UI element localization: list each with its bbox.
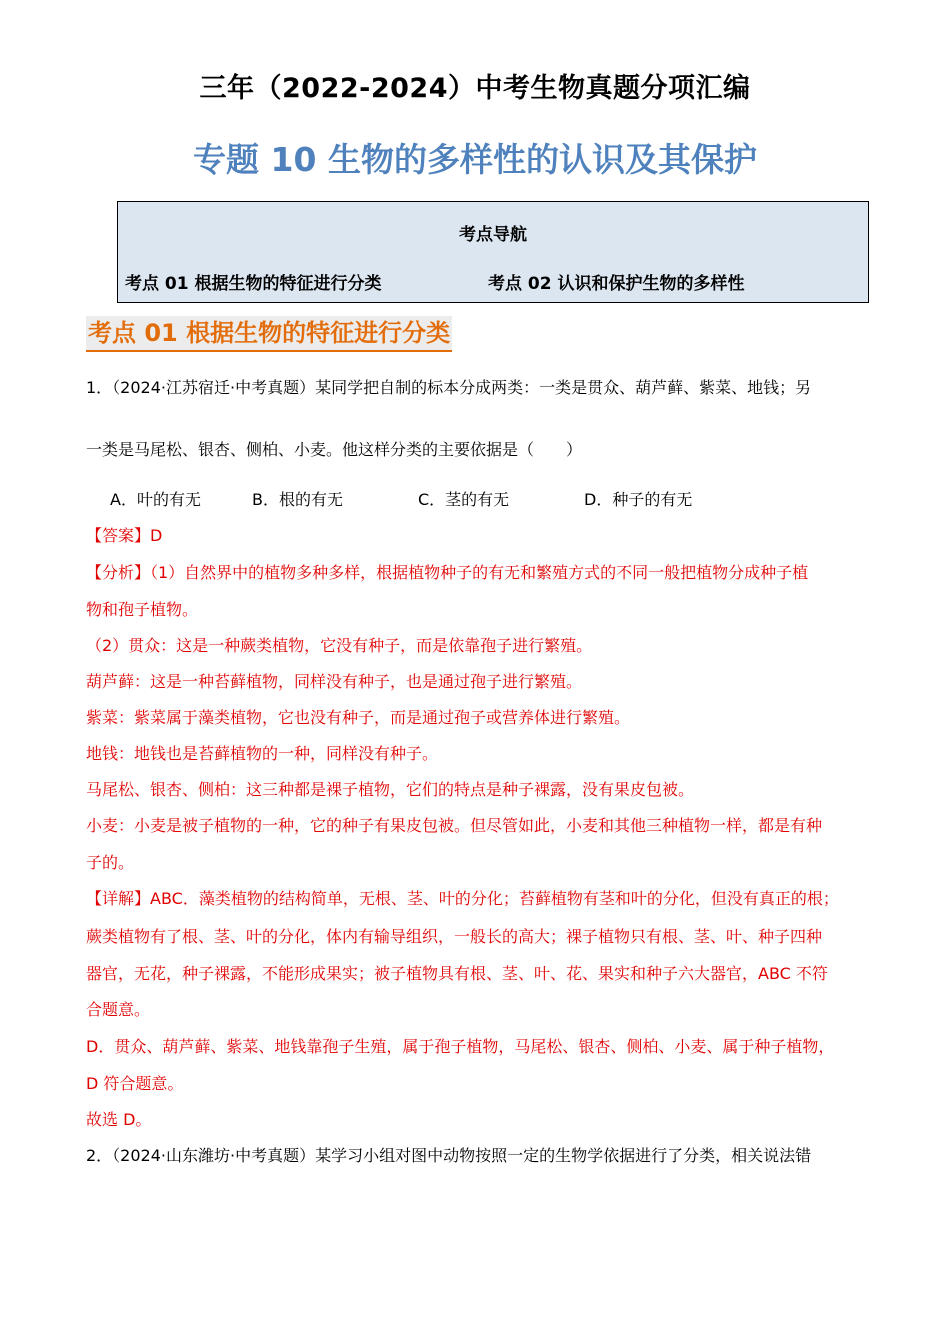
- question-1-stem-line-2: 一类是马尾松、银杏、侧柏、小麦。他这样分类的主要依据是（ ）: [86, 440, 583, 459]
- analysis-line: 紫菜：紫菜属于藻类植物，它也没有种子，而是通过孢子或营养体进行繁殖。: [86, 708, 631, 727]
- detail-line: 故选 D。: [86, 1110, 152, 1129]
- analysis-line: 马尾松、银杏、侧柏：这三种都是裸子植物，它们的特点是种子裸露，没有果皮包被。: [86, 780, 695, 799]
- detail-line: D 符合题意。: [86, 1074, 184, 1093]
- option-a: A．叶的有无: [110, 490, 201, 509]
- analysis-line: 物和孢子植物。: [86, 600, 199, 619]
- detail-line: 器官，无花，种子裸露，不能形成果实；被子植物具有根、茎、叶、花、果实和种子六大器官，ABC 不符: [86, 964, 828, 983]
- detail-line: 合题意。: [86, 1000, 151, 1019]
- navigation-item-1[interactable]: 考点 01 根据生物的特征进行分类: [125, 274, 382, 294]
- detail-line: 蕨类植物有了根、茎、叶的分化，体内有输导组织，一般长的高大；裸子植物只有根、茎、叶、种子四种: [86, 927, 823, 946]
- analysis-line: 子的。: [86, 853, 135, 872]
- answer-line: 【答案】D: [86, 526, 163, 545]
- navigation-item-2[interactable]: 考点 02 认识和保护生物的多样性: [488, 274, 745, 294]
- analysis-line: （2）贯众：这是一种蕨类植物，它没有种子，而是依靠孢子进行繁殖。: [86, 636, 593, 655]
- option-b: B．根的有无: [252, 490, 343, 509]
- question-2-stem-line-1: 2．（2024·山东潍坊·中考真题）某学习小组对图中动物按照一定的生物学依据进行了分类，相关说法错: [86, 1146, 812, 1165]
- detail-line: 【详解】ABC．藻类植物的结构简单，无根、茎、叶的分化；苔藓植物有茎和叶的分化，但没有真正的根；: [86, 889, 839, 908]
- option-d: D．种子的有无: [584, 490, 693, 509]
- analysis-line: 【分析】（1）自然界中的植物多种多样，根据植物种子的有无和繁殖方式的不同一般把植物分成种子植: [86, 563, 809, 582]
- topic-navigation-box: [117, 201, 869, 303]
- detail-line: D．贯众、葫芦藓、紫菜、地钱靠孢子生殖，属于孢子植物，马尾松、银杏、侧柏、小麦、属于种子植物，: [86, 1037, 835, 1056]
- analysis-line: 小麦：小麦是被子植物的一种，它的种子有果皮包被。但尽管如此，小麦和其他三种植物一样，都是有种: [86, 816, 823, 835]
- option-c: C．茎的有无: [418, 490, 510, 509]
- topic-title: 专题 10 生物的多样性的认识及其保护: [193, 140, 757, 179]
- navigation-heading: 考点导航: [459, 225, 527, 245]
- analysis-line: 地钱：地钱也是苔藓植物的一种，同样没有种子。: [86, 744, 439, 763]
- section-heading-1: 考点 01 根据生物的特征进行分类: [86, 316, 452, 352]
- question-1-stem-line-1: 1．（2024·江苏宿迁·中考真题）某同学把自制的标本分成两类：一类是贯众、葫芦藓、紫菜、地钱；另: [86, 378, 812, 397]
- analysis-line: 葫芦藓：这是一种苔藓植物，同样没有种子，也是通过孢子进行繁殖。: [86, 672, 583, 691]
- document-title: 三年（2022-2024）中考生物真题分项汇编: [199, 73, 751, 104]
